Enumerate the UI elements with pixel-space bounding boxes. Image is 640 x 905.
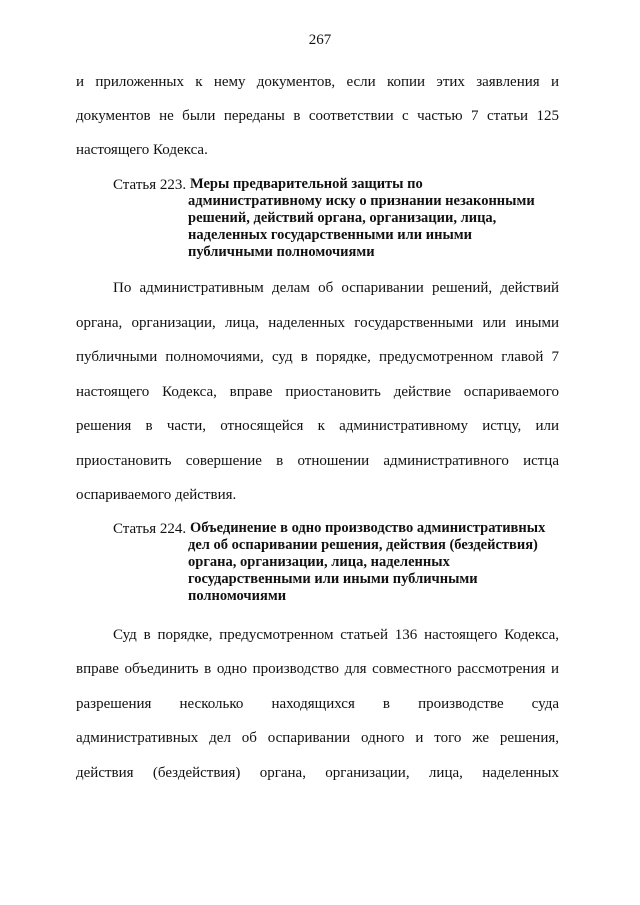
intro-line-2: документов не были переданы в соответствии с частью 7 статьи 125 — [76, 108, 559, 124]
article-223-body-line-7: оспариваемого действия. — [76, 487, 237, 503]
article-224-heading-line-4: государственными или иными публичными — [188, 571, 478, 587]
article-223-heading-line-3: решений, действий органа, организации, лица, — [188, 210, 497, 226]
article-224-heading-line-5: полномочиями — [188, 588, 287, 604]
article-223-body-line-6: приостановить совершение в отношении административного истца — [76, 453, 559, 469]
article-223-body-line-3: публичными полномочиями, суд в порядке, предусмотренном главой 7 — [76, 349, 559, 365]
article-223-body-line-1: По административным делам об оспаривании решений, действий — [113, 280, 559, 296]
article-223-body-line-2: органа, организации, лица, наделенных государственными или иными — [76, 315, 559, 331]
article-224-body-line-5: действия (бездействия) органа, организации, лица, наделенных — [76, 765, 559, 781]
article-224-heading-line-1: Объединение в одно производство административных — [190, 520, 546, 536]
article-223-heading-line-4: наделенных государственными или иными — [188, 227, 472, 243]
article-224-body-line-1: Суд в порядке, предусмотренном статьей 136 настоящего Кодекса, — [113, 627, 559, 643]
article-223-heading-line-2: административному иску о признании незаконными — [188, 193, 535, 209]
article-223-heading-line-1: Меры предварительной защиты по — [190, 176, 423, 192]
article-224-heading-line-3: органа, организации, лица, наделенных — [188, 554, 450, 570]
intro-line-1: и приложенных к нему документов, если копии этих заявления и — [76, 74, 559, 90]
article-223-heading-line-5: публичными полномочиями — [188, 244, 375, 260]
article-223-body-line-5: решения в части, относящейся к административному истцу, или — [76, 418, 559, 434]
article-224-body-line-4: административных дел об оспаривании одного и того же решения, — [76, 730, 559, 746]
article-223-body-line-4: настоящего Кодекса, вправе приостановить действие оспариваемого — [76, 384, 559, 400]
article-224-body-line-3: разрешения несколько находящихся в производстве суда — [76, 696, 559, 712]
article-224-body-line-2: вправе объединить в одно производство для совместного рассмотрения и — [76, 661, 559, 677]
intro-line-3: настоящего Кодекса. — [76, 142, 208, 158]
page-number: 267 — [308, 32, 332, 48]
article-223-prefix: Статья 223. — [113, 177, 187, 193]
article-224-prefix: Статья 224. — [113, 521, 187, 537]
article-224-heading-line-2: дел об оспаривании решения, действия (бездействия) — [188, 537, 538, 553]
